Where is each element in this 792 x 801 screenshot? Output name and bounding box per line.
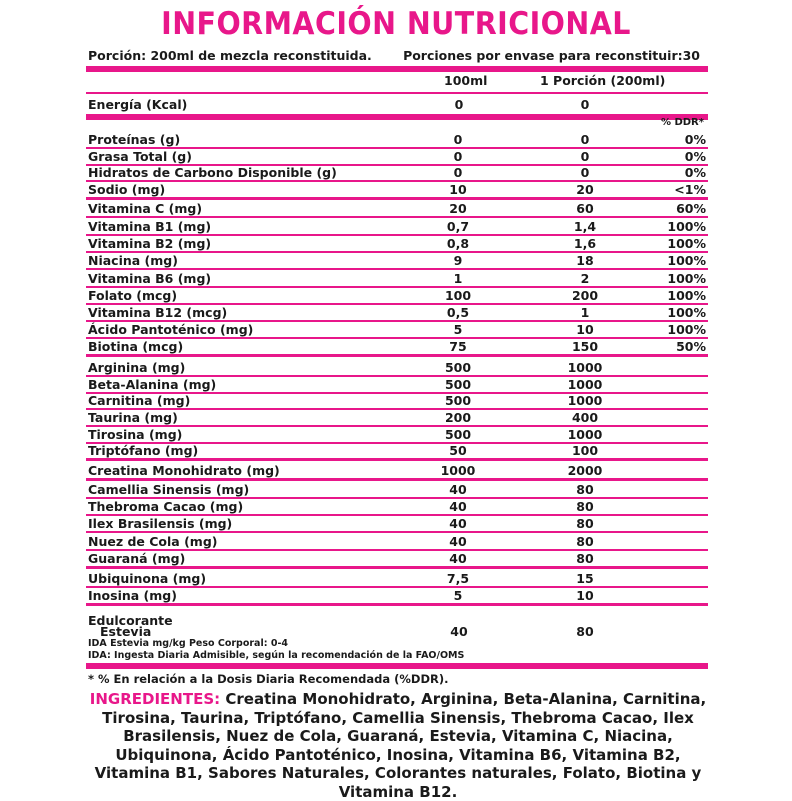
nutrient-name: Sodio (mg): [88, 182, 166, 197]
value-100ml: 100: [444, 288, 472, 303]
nutrient-name: Vitamina C (mg): [88, 201, 203, 216]
value-100ml: 5: [453, 322, 463, 337]
value-ddr: 100%: [667, 288, 706, 303]
value-ddr: 0%: [684, 165, 706, 180]
nutrient-name: Proteínas (g): [88, 132, 181, 147]
table-row: [88, 218, 706, 235]
table-row: [88, 462, 706, 479]
servings-per-container: Porciones por envase para reconstituir:30: [403, 48, 700, 63]
value-100ml: 500: [444, 360, 472, 375]
value-portion: 1,4: [573, 219, 597, 234]
nutrient-name: Vitamina B1 (mg): [88, 219, 212, 234]
value-100ml: 200: [444, 410, 472, 425]
nutrient-name: Vitamina B2 (mg): [88, 236, 212, 251]
ddr-footnote: * % En relación a la Dosis Diaria Recomendada (%DDR).: [88, 672, 449, 686]
value-portion: 20: [576, 182, 594, 197]
value-portion: 0: [580, 165, 590, 180]
value-100ml: 5: [453, 588, 463, 603]
value-portion: 150: [571, 339, 599, 354]
nutrient-name: Folato (mcg): [88, 288, 178, 303]
value-100ml: 9: [453, 253, 463, 268]
energy-portion: 0: [580, 97, 590, 112]
value-ddr: 100%: [667, 271, 706, 286]
ingredients-label: INGREDIENTES:: [89, 690, 221, 708]
table-row: [88, 235, 706, 252]
value-portion: 80: [576, 551, 594, 566]
table-row: [88, 181, 706, 198]
nutrient-name: Hidratos de Carbono Disponible (g): [88, 165, 337, 180]
energy-name: Energía (Kcal): [88, 97, 188, 112]
value-portion: 80: [576, 499, 594, 514]
ida-stevia-note: IDA Estevia mg/kg Peso Corporal: 0-4: [88, 638, 288, 649]
value-100ml: 20: [449, 201, 467, 216]
value-100ml: 1000: [440, 463, 476, 478]
value-portion: 1000: [567, 427, 603, 442]
table-row: [88, 200, 706, 217]
value-100ml: 0,8: [446, 236, 470, 251]
nutrient-name: Vitamina B6 (mg): [88, 271, 212, 286]
value-portion: 1: [580, 305, 590, 320]
value-portion: 400: [571, 410, 599, 425]
value-portion: 1000: [567, 377, 603, 392]
row-divider: [86, 354, 708, 357]
value-portion: 0: [580, 149, 590, 164]
nutrient-name: Creatina Monohidrato (mg): [88, 463, 280, 478]
value-portion: 10: [576, 322, 594, 337]
value-ddr: 100%: [667, 253, 706, 268]
table-row: [88, 287, 706, 304]
value-100ml: 0,5: [446, 305, 470, 320]
value-100ml: 1: [453, 271, 463, 286]
col-header-portion: 1 Porción (200ml): [540, 73, 666, 88]
value-ddr: 0%: [684, 149, 706, 164]
table-row: [88, 550, 706, 567]
value-portion: 1000: [567, 393, 603, 408]
table-row: [88, 252, 706, 269]
value-portion: 2000: [567, 463, 603, 478]
divider-bottom: [86, 663, 708, 669]
table-row: [88, 442, 706, 459]
value-100ml: 500: [444, 427, 472, 442]
table-row: [88, 570, 706, 587]
ingredients-block: [88, 690, 708, 801]
value-ddr: 100%: [667, 305, 706, 320]
nutrient-name: Beta-Alanina (mg): [88, 377, 217, 392]
value-100ml: 40: [449, 499, 467, 514]
table-row: [88, 515, 706, 532]
table-row: [88, 164, 706, 181]
value-100ml: 40: [449, 516, 467, 531]
value-ddr: <1%: [674, 182, 706, 197]
ida-definition-note: IDA: Ingesta Diaria Admisible, según la recomendación de la FAO/OMS: [88, 650, 465, 661]
nutrient-name: Inosina (mg): [88, 588, 177, 603]
nutrient-name: Tirosina (mg): [88, 427, 183, 442]
row-divider: [86, 603, 708, 606]
value-100ml: 40: [449, 551, 467, 566]
value-portion: 15: [576, 571, 594, 586]
value-portion: 80: [576, 534, 594, 549]
table-row: [88, 376, 706, 393]
value-100ml: 7,5: [446, 571, 470, 586]
sweetener-type: Estevia: [100, 624, 152, 639]
value-ddr: 60%: [676, 201, 706, 216]
sweetener-name: Edulcorante: [88, 613, 173, 628]
divider-energy: [86, 114, 708, 120]
value-100ml: 10: [449, 182, 467, 197]
value-portion: 18: [576, 253, 594, 268]
value-portion: 100: [571, 443, 599, 458]
value-portion: 80: [576, 516, 594, 531]
table-row: [88, 498, 706, 515]
value-100ml: 40: [449, 482, 467, 497]
table-row: [88, 359, 706, 376]
nutrient-name: Ubiquinona (mg): [88, 571, 207, 586]
divider-header: [86, 92, 708, 94]
col-header-100ml: 100ml: [444, 73, 488, 88]
portion-size: Porción: 200ml de mezcla reconstituida.: [88, 48, 372, 63]
sweetener-100ml: 40: [450, 624, 468, 639]
value-portion: 10: [576, 588, 594, 603]
value-100ml: 75: [449, 339, 467, 354]
ingredients-text: Creatina Monohidrato, Arginina, Beta-Alanina, Carnitina, Tirosina, Taurina, Triptófano, Camellia Sinensis, Thebroma Cacao, Ilex Brasilensis, Nuez de Cola, Guaraná, Estevia, Vitamina C, Niacina, Ubiquinona, Ácido Pantoténico, Inosina, Vitamina B6, Vitamina B2, Vitamina B1, Sabores Naturales, Colorantes naturales, Folato, Biotina y Vitamina B12.: [94, 690, 707, 801]
nutrient-name: Niacina (mg): [88, 253, 178, 268]
ddr-column-header: % DDR*: [660, 117, 704, 128]
divider-top: [86, 66, 708, 72]
table-row: [88, 409, 706, 426]
value-ddr: 100%: [667, 236, 706, 251]
value-portion: 1,6: [573, 236, 597, 251]
value-100ml: 0: [453, 132, 463, 147]
value-ddr: 100%: [667, 322, 706, 337]
table-row: [88, 131, 706, 148]
value-portion: 80: [576, 482, 594, 497]
table-row: [88, 426, 706, 443]
nutrient-name: Camellia Sinensis (mg): [88, 482, 250, 497]
row-divider: [86, 458, 708, 461]
table-row: [88, 304, 706, 321]
nutrient-name: Ácido Pantoténico (mg): [88, 322, 254, 337]
table-row: [88, 148, 706, 165]
label-title: INFORMACIÓN NUTRICIONAL: [161, 6, 631, 42]
value-100ml: 500: [444, 377, 472, 392]
value-100ml: 50: [449, 443, 467, 458]
value-ddr: 50%: [676, 339, 706, 354]
value-portion: 60: [576, 201, 594, 216]
energy-row: [88, 96, 706, 113]
nutrient-name: Guaraná (mg): [88, 551, 186, 566]
table-row: [88, 481, 706, 498]
nutrient-name: Arginina (mg): [88, 360, 186, 375]
value-100ml: 0: [453, 149, 463, 164]
value-ddr: 100%: [667, 219, 706, 234]
value-100ml: 0,7: [446, 219, 470, 234]
energy-100ml: 0: [454, 97, 464, 112]
sweetener-portion: 80: [576, 624, 594, 639]
nutrient-name: Thebroma Cacao (mg): [88, 499, 244, 514]
nutrient-name: Carnitina (mg): [88, 393, 191, 408]
value-100ml: 0: [453, 165, 463, 180]
value-portion: 0: [580, 132, 590, 147]
nutrient-name: Taurina (mg): [88, 410, 178, 425]
value-100ml: 500: [444, 393, 472, 408]
nutrient-name: Nuez de Cola (mg): [88, 534, 218, 549]
value-portion: 1000: [567, 360, 603, 375]
table-row: [88, 533, 706, 550]
value-portion: 2: [580, 271, 590, 286]
value-ddr: 0%: [684, 132, 706, 147]
table-row: [88, 321, 706, 338]
value-100ml: 40: [449, 534, 467, 549]
nutrient-name: Triptófano (mg): [88, 443, 199, 458]
table-row: [88, 587, 706, 604]
nutrient-name: Biotina (mcg): [88, 339, 184, 354]
value-portion: 200: [571, 288, 599, 303]
nutrient-name: Vitamina B12 (mcg): [88, 305, 228, 320]
table-row: [88, 338, 706, 355]
nutrient-name: Grasa Total (g): [88, 149, 192, 164]
table-row: [88, 270, 706, 287]
nutrient-name: Ilex Brasilensis (mg): [88, 516, 233, 531]
table-row: [88, 392, 706, 409]
row-divider: [86, 566, 708, 569]
